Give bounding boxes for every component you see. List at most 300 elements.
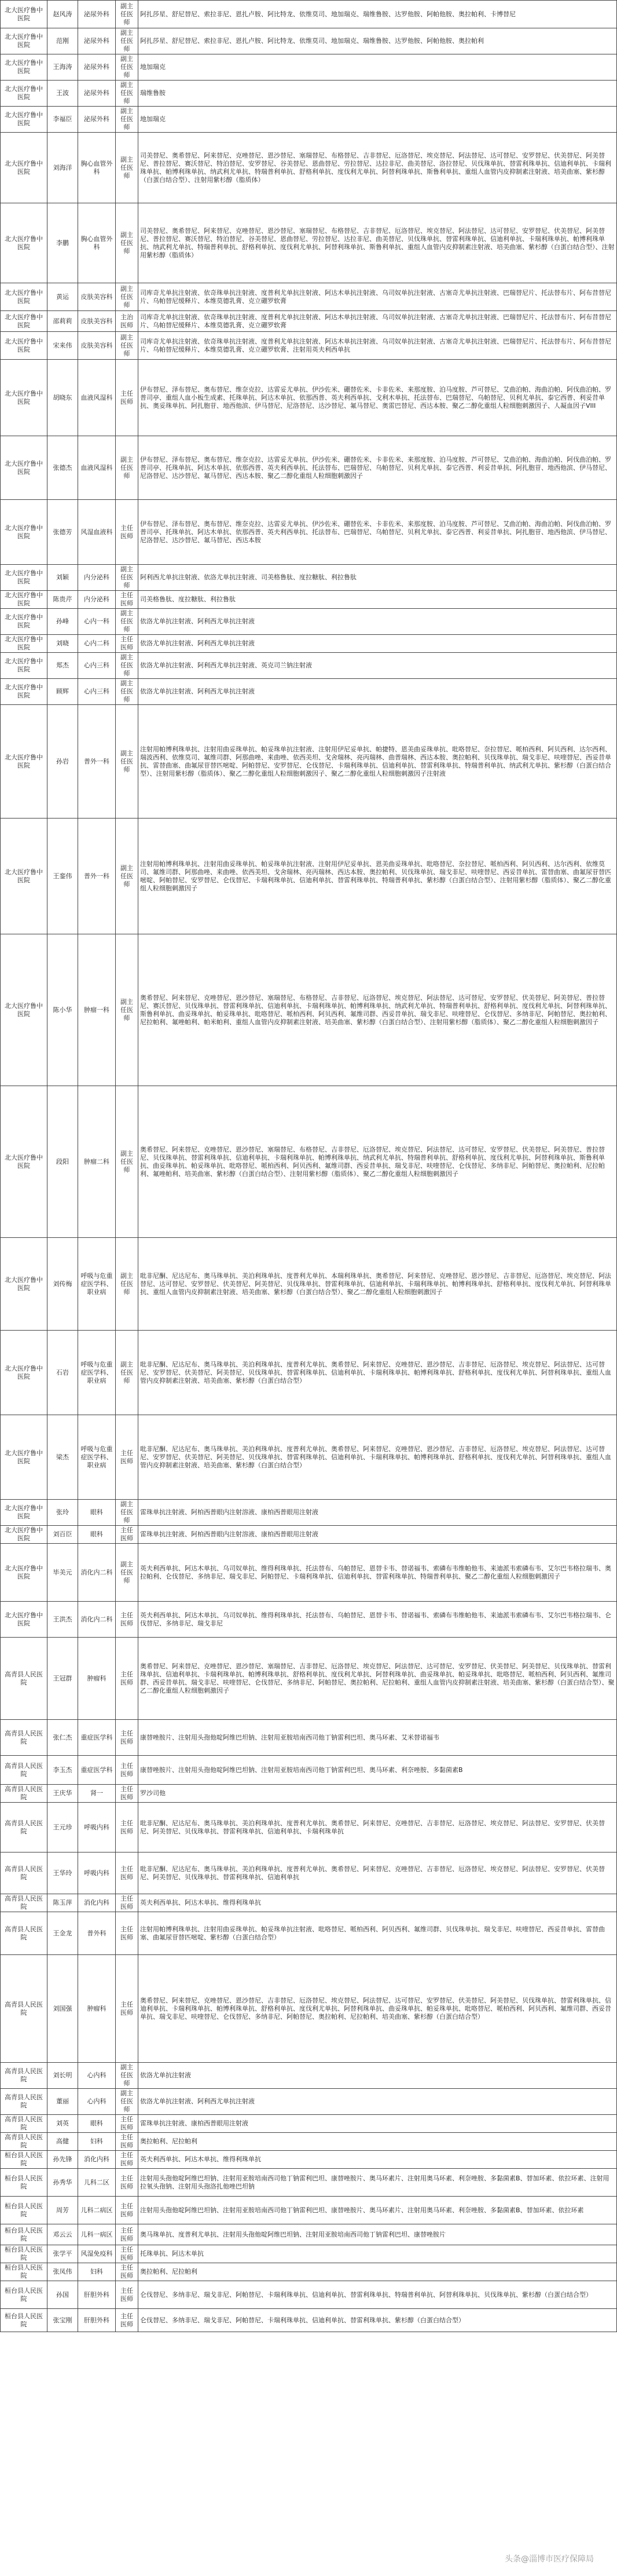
table-row <box>1 107 617 133</box>
drugs-cell: 注射用帕博利珠单抗、注射用曲妥珠单抗、帕妥珠单抗注射液、注射用伊尼妥单抗、恩美曲妥珠单抗、吡咯替尼、奈拉替尼、哌柏西利、阿贝西利、达尔西利、依维莫司、氟维司群、阿那曲唑、来曲唑、依西美坦、戈舍瑞林、亮丙瑞林、西达本胺、奥拉帕利、贝伐珠单抗、瑞戈非尼、呋喹替尼、西妥昔单抗、雷替曲塞、曲氟尿苷替匹嘧啶、阿帕替尼、安罗替尼、仑伐替尼、卡瑞利珠单抗、信迪利单抗、替雷利珠单抗、特瑞普利单抗、紫杉醇（白蛋白结合型）、注射用紫杉醇（脂质体）、聚乙二醇化重组人粒细胞刺激因子 <box>138 819 617 934</box>
title-cell: 主任医师 <box>116 1526 138 1544</box>
drugs-cell: 康替唑胺片、注射用头孢他啶阿维巴坦钠、注射用亚胺培南西司他丁钠雷利巴坦、奥马环素、艾米替诺福韦 <box>138 1720 617 1756</box>
dept-cell: 血液风湿科 <box>78 360 116 436</box>
title-cell: 主任医师 <box>116 2309 138 2332</box>
hospital-cell: 北大医疗鲁中医院 <box>1 705 47 819</box>
doctor-cell: 郑杰 <box>47 653 78 679</box>
doctor-cell: 孙峰 <box>47 609 78 635</box>
title-cell: 主任医师 <box>116 2224 138 2245</box>
drugs-cell: 司美替尼、奥希替尼、阿来替尼、克唑替尼、恩沙替尼、塞瑞替尼、布格替尼、吉非替尼、厄洛替尼、埃克替尼、阿法替尼、达可替尼、安罗替尼、伏美替尼、阿美替尼、普拉替尼、赛沃替尼、特泊替尼、谷美替尼、恩曲替尼、劳拉替尼、达拉非尼、曲美替尼、贝伐珠单抗、替雷利珠单抗、信迪利单抗、卡瑞利珠单抗、帕博利珠单抗、纳武利尤单抗、特瑞普利单抗、舒格利单抗、度伐利尤单抗、阿替利珠单抗、斯鲁利单抗、重组人血管内皮抑制素注射液、培美曲塞、紫杉醇（白蛋白结合型）、注射用紫杉醇（脂质体） <box>138 203 617 283</box>
doctor-cell: 王元珍 <box>47 1803 78 1852</box>
dept-cell: 肝胆外科 <box>78 2281 116 2309</box>
hospital-cell: 高青县人民医院 <box>1 2133 47 2151</box>
doctor-cell: 范刚 <box>47 28 78 54</box>
dept-cell: 消化内二科 <box>78 1602 116 1638</box>
table-row <box>1 2263 617 2281</box>
table-row <box>1 2197 617 2224</box>
title-cell: 主任医师 <box>116 1785 138 1803</box>
dept-cell: 儿科二区 <box>78 2169 116 2197</box>
drugs-cell: 奥马珠单抗、度普利尤单抗、注射用头孢他啶阿维巴坦钠、注射用亚胺培南西司他丁钠雷利巴坦、康替唑胺片 <box>138 2224 617 2245</box>
doctor-cell: 周芳 <box>47 2197 78 2224</box>
drugs-cell: 奥希替尼、阿来替尼、克唑替尼、恩沙替尼、塞瑞替尼、吉非替尼、厄洛替尼、埃克替尼、阿法替尼、达可替尼、安罗替尼、伏美替尼、阿美替尼、贝伐珠单抗、替雷利珠单抗、信迪利单抗、卡瑞利珠单抗、帕博利珠单抗、舒格利单抗、度伐利尤单抗、阿替利珠单抗、曲妥珠单抗、帕妥珠单抗、吡咯替尼、哌柏西利、阿贝西利、氟维司群、西妥昔单抗、瑞戈非尼、呋喹替尼、仑伐替尼、多纳非尼、阿帕替尼、奥拉帕利、尼拉帕利、重组人血管内皮抑制素注射液、培美曲塞、紫杉醇（白蛋白结合型）、聚乙二醇化重组人粒细胞刺激因子 <box>138 1638 617 1720</box>
doctor-cell: 胡晓东 <box>47 360 78 436</box>
dept-cell: 皮肤美容科 <box>78 311 116 332</box>
doctor-cell: 张仁杰 <box>47 1720 78 1756</box>
doctor-cell: 梁杰 <box>47 1415 78 1500</box>
title-cell: 主任医师 <box>116 2133 138 2151</box>
hospital-cell: 高青县人民医院 <box>1 1720 47 1756</box>
drugs-cell: 司美替尼、奥希替尼、阿来替尼、克唑替尼、恩沙替尼、塞瑞替尼、布格替尼、吉非替尼、厄洛替尼、埃克替尼、阿法替尼、达可替尼、安罗替尼、伏美替尼、阿美替尼、普拉替尼、赛沃替尼、特泊替尼、安罗替尼、谷美替尼、恩曲替尼、劳拉替尼、达拉非尼、曲美替尼、洛拉替尼、贝伐珠单抗、替雷利珠单抗、信迪利单抗、卡瑞利珠单抗、帕博利珠单抗、纳武利尤单抗、特瑞普利单抗、舒格利单抗、度伐利尤单抗、阿替利珠单抗、斯鲁利单抗、重组人血管内皮抑制素注射液、培美曲塞、紫杉醇（白蛋白结合型）、注射用紫杉醇（脂质体） <box>138 133 617 203</box>
dept-cell: 普外一科 <box>78 819 116 934</box>
drugs-cell: 依洛尤单抗注射液、阿利西尤单抗注射液 <box>138 609 617 635</box>
dept-cell: 泌尿外科 <box>78 81 116 107</box>
dept-cell: 普外一科 <box>78 705 116 819</box>
title-cell: 副主任医师 <box>116 1331 138 1415</box>
dept-cell: 风湿免疫科 <box>78 2245 116 2263</box>
hospital-cell: 桓台县人民医院 <box>1 2309 47 2332</box>
table-row <box>1 609 617 635</box>
table-row <box>1 2133 617 2151</box>
dept-cell: 普外科 <box>78 1912 116 1955</box>
table-row <box>1 2224 617 2245</box>
doctor-cell: 陈小华 <box>47 934 78 1086</box>
drugs-cell: 英夫利西单抗、阿达木单抗、乌司奴单抗、维得利珠单抗、托法替布、乌帕替尼、恩替卡韦、替诺福韦、索磷布韦维帕他韦、来迪派韦索磷布韦、艾尔巴韦格拉瑞韦、仑伐替尼、多纳非尼、瑞戈非尼 <box>138 1602 617 1638</box>
hospital-cell: 高青县人民医院 <box>1 1852 47 1894</box>
dept-cell: 内分泌科 <box>78 565 116 591</box>
drugs-cell: 注射用头孢他啶阿维巴坦钠、注射用亚胺培南西司他丁钠雷利巴坦、康替唑胺片、奥马环素片、注射用奥马环素、利奈唑胺、多黏菌素B、替加环素、依拉环素 <box>138 2197 617 2224</box>
doctor-cell: 张宝刚 <box>47 2309 78 2332</box>
doctor-cell: 高健 <box>47 2133 78 2151</box>
table-row <box>1 360 617 436</box>
doctor-cell: 王庆华 <box>47 1785 78 1803</box>
hospital-cell: 北大医疗鲁中医院 <box>1 311 47 332</box>
hospital-cell: 高青县人民医院 <box>1 1756 47 1785</box>
dept-cell: 儿科二病区 <box>78 2197 116 2224</box>
table-row <box>1 2063 617 2089</box>
table-row <box>1 1638 617 1720</box>
table-row <box>1 635 617 653</box>
doctor-cell: 刘晓 <box>47 635 78 653</box>
dept-cell: 皮肤美容科 <box>78 332 116 360</box>
drugs-cell: 吡非尼酮、尼达尼布、奥马珠单抗、美泊利珠单抗、度普利尤单抗、奥希替尼、阿来替尼、克唑替尼、吉非替尼、厄洛替尼、埃克替尼、阿法替尼、安罗替尼、伏美替尼、阿美替尼、贝伐珠单抗、替雷利珠单抗、信迪利单抗、卡瑞利珠单抗 <box>138 1803 617 1852</box>
table-row <box>1 1415 617 1500</box>
dept-cell: 消化内科 <box>78 1894 116 1912</box>
table-row <box>1 2089 617 2115</box>
drugs-cell: 罗沙司他 <box>138 1785 617 1803</box>
title-cell: 主任医师 <box>116 2151 138 2169</box>
doctor-cell: 刘传梅 <box>47 1238 78 1331</box>
table-row <box>1 2309 617 2332</box>
hospital-cell: 北大医疗鲁中医院 <box>1 81 47 107</box>
hospital-cell: 高青县人民医院 <box>1 1894 47 1912</box>
title-cell: 副主任医师 <box>116 81 138 107</box>
dept-cell: 重症医学科 <box>78 1720 116 1756</box>
drugs-cell: 仑伐替尼、多纳非尼、瑞戈非尼、阿帕替尼、卡瑞利珠单抗、信迪利单抗、替雷利珠单抗、紫杉醇（白蛋白结合型） <box>138 2309 617 2332</box>
title-cell: 主任医师 <box>116 360 138 436</box>
drugs-cell: 地加瑞克 <box>138 54 617 81</box>
table-row <box>1 1912 617 1955</box>
drugs-cell: 依洛尤单抗注射液、阿利西尤单抗注射液 <box>138 679 617 705</box>
drugs-cell: 伊布替尼、泽布替尼、奥布替尼、维奈克拉、达雷妥尤单抗、伊沙佐米、硼替佐米、卡非佐米、来那度胺、泊马度胺、芦可替尼、艾曲泊帕、海曲泊帕、阿伐曲泊帕、罗普司亭、重组人血小板生成素、托珠单抗、阿达木单抗、依那西普、英夫利西单抗、戈利木单抗、托法替布、巴瑞替尼、乌帕替尼、贝利尤单抗、泰它西普、利妥昔单抗、奥妥珠单抗、阿扎胞苷、地西他滨、伊马替尼、尼洛替尼、达沙替尼、氟马替尼、奥雷巴替尼、西达本胺、聚乙二醇化重组人粒细胞刺激因子、人凝血因子VIII <box>138 360 617 436</box>
table-row <box>1 81 617 107</box>
title-cell: 副主任医师 <box>116 679 138 705</box>
doctor-cell: 顾辉 <box>47 679 78 705</box>
title-cell: 副主任医师 <box>116 28 138 54</box>
drugs-cell: 注射用帕博利珠单抗、注射用曲妥珠单抗、帕妥珠单抗注射液、吡咯替尼、哌柏西利、阿贝西利、氟维司群、贝伐珠单抗、瑞戈非尼、呋喹替尼、西妥昔单抗、雷替曲塞、曲氟尿苷替匹嘧啶、紫杉醇（白蛋白结合型） <box>138 1912 617 1955</box>
title-cell: 主治医师 <box>116 311 138 332</box>
dept-cell: 心内一科 <box>78 609 116 635</box>
title-cell: 副主任医师 <box>116 133 138 203</box>
drugs-cell: 仑伐替尼、多纳非尼、瑞戈非尼、阿帕替尼、卡瑞利珠单抗、信迪利单抗、替雷利珠单抗、特瑞普利单抗、阿替利珠单抗、贝伐珠单抗、紫杉醇（白蛋白结合型） <box>138 2281 617 2309</box>
hospital-cell: 北大医疗鲁中医院 <box>1 1602 47 1638</box>
drugs-cell: 康替唑胺片、注射用头孢他啶阿维巴坦钠、注射用亚胺培南西司他丁钠雷利巴坦、奥马环素、利奈唑胺、多黏菌素B <box>138 1756 617 1785</box>
doctor-cell: 张德杰 <box>47 436 78 500</box>
hospital-cell: 北大医疗鲁中医院 <box>1 332 47 360</box>
hospital-cell: 桓台县人民医院 <box>1 2197 47 2224</box>
title-cell: 副主任医师 <box>116 107 138 133</box>
hospital-cell: 北大医疗鲁中医院 <box>1 1500 47 1526</box>
table-row <box>1 1756 617 1785</box>
hospital-cell: 北大医疗鲁中医院 <box>1 609 47 635</box>
drugs-cell: 注射用头孢他啶阿维巴坦钠、注射用亚胺培南西司他丁钠雷利巴坦、康替唑胺片、奥马环素片、注射用奥马环素、利奈唑胺、多黏菌素B、替加环素、依拉环素、注射用拉氧头孢钠、注射用头孢洛扎他唑巴坦钠 <box>138 2169 617 2197</box>
dept-cell: 心内三科 <box>78 679 116 705</box>
title-cell: 主任医师 <box>116 1912 138 1955</box>
dept-cell: 肝胆外科 <box>78 2309 116 2332</box>
dept-cell: 眼科 <box>78 2115 116 2133</box>
title-cell: 副主任医师 <box>116 1086 138 1238</box>
drugs-cell: 托珠单抗、阿达木单抗 <box>138 2245 617 2263</box>
drugs-cell: 奥希替尼、阿来替尼、克唑替尼、恩沙替尼、吉非替尼、厄洛替尼、埃克替尼、阿法替尼、达可替尼、安罗替尼、伏美替尼、阿美替尼、贝伐珠单抗、替雷利珠单抗、信迪利单抗、卡瑞利珠单抗、帕博利珠单抗、舒格利单抗、度伐利尤单抗、阿替利珠单抗、曲妥珠单抗、帕妥珠单抗、吡咯替尼、哌柏西利、阿贝西利、氟维司群、西妥昔单抗、瑞戈非尼、呋喹替尼、仑伐替尼、多纳非尼、阿帕替尼、奥拉帕利、尼拉帕利、培美曲塞、紫杉醇（白蛋白结合型） <box>138 1955 617 2063</box>
dept-cell: 心内科 <box>78 2089 116 2115</box>
dept-cell: 胸心血管外科 <box>78 133 116 203</box>
table-row <box>1 28 617 54</box>
doctor-cell: 王冠群 <box>47 1638 78 1720</box>
hospital-cell: 北大医疗鲁中医院 <box>1 1544 47 1602</box>
hospital-cell: 北大医疗鲁中医院 <box>1 819 47 934</box>
hospital-cell: 北大医疗鲁中医院 <box>1 28 47 54</box>
title-cell: 副主任医师 <box>116 1 138 28</box>
title-cell: 主任医师 <box>116 1756 138 1785</box>
dept-cell: 胸心血管外科 <box>78 203 116 283</box>
table-row <box>1 1894 617 1912</box>
title-cell: 副主任医师 <box>116 2063 138 2089</box>
table-row <box>1 1526 617 1544</box>
hospital-cell: 高青县人民医院 <box>1 2115 47 2133</box>
drugs-cell: 伊布替尼、泽布替尼、奥布替尼、维奈克拉、达雷妥尤单抗、伊沙佐米、硼替佐米、卡非佐米、来那度胺、泊马度胺、芦可替尼、艾曲泊帕、海曲泊帕、阿伐曲泊帕、罗普司亭、托珠单抗、阿达木单抗、依那西普、英夫利西单抗、托法替布、巴瑞替尼、乌帕替尼、贝利尤单抗、泰它西普、利妥昔单抗、阿扎胞苷、地西他滨、伊马替尼、尼洛替尼、达沙替尼、氟马替尼、西达本胺 <box>138 500 617 565</box>
table-body <box>1 1 617 2332</box>
hospital-cell: 桓台县人民医院 <box>1 2245 47 2263</box>
title-cell: 主任医师 <box>116 591 138 609</box>
title-cell: 主任医师 <box>116 1602 138 1638</box>
doctor-cell: 王波 <box>47 81 78 107</box>
dept-cell: 妇科 <box>78 2133 116 2151</box>
title-cell: 主任医师 <box>116 500 138 565</box>
hospital-cell: 高青县人民医院 <box>1 2089 47 2115</box>
title-cell: 副主任医师 <box>116 934 138 1086</box>
table-row <box>1 2115 617 2133</box>
doctor-cell: 刘长明 <box>47 2063 78 2089</box>
doctor-cell: 刘国强 <box>47 1955 78 2063</box>
table-row <box>1 1086 617 1238</box>
title-cell: 主任医师 <box>116 2281 138 2309</box>
drugs-cell: 依洛尤单抗注射液、阿利西尤单抗注射液 <box>138 2089 617 2115</box>
dept-cell: 血液风湿科 <box>78 436 116 500</box>
drugs-cell: 吡非尼酮、尼达尼布、奥马珠单抗、美泊利珠单抗、度普利尤单抗、本瑞利珠单抗、奥希替尼、阿来替尼、克唑替尼、恩沙替尼、吉非替尼、厄洛替尼、埃克替尼、阿法替尼、达可替尼、安罗替尼、伏美替尼、阿美替尼、贝伐珠单抗、替雷利珠单抗、信迪利单抗、卡瑞利珠单抗、帕博利珠单抗、舒格利单抗、度伐利尤单抗、阿替利珠单抗、重组人血管内皮抑制素注射液、培美曲塞、紫杉醇（白蛋白结合型）、聚乙二醇化重组人粒细胞刺激因子 <box>138 1238 617 1331</box>
table-row <box>1 332 617 360</box>
dept-cell: 肿瘤一科 <box>78 934 116 1086</box>
dept-cell: 重症医学科 <box>78 1756 116 1785</box>
doctor-cell: 赵风涛 <box>47 1 78 28</box>
dept-cell: 肿瘤科 <box>78 1638 116 1720</box>
doctor-cell: 王金龙 <box>47 1912 78 1955</box>
title-cell: 主任医师 <box>116 2169 138 2197</box>
title-cell: 副主任医师 <box>116 819 138 934</box>
hospital-cell: 北大医疗鲁中医院 <box>1 133 47 203</box>
drugs-cell: 吡非尼酮、尼达尼布、奥马珠单抗、美泊利珠单抗、度普利尤单抗、奥希替尼、阿来替尼、克唑替尼、恩沙替尼、吉非替尼、厄洛替尼、埃克替尼、阿法替尼、达可替尼、安罗替尼、伏美替尼、阿美替尼、贝伐珠单抗、替雷利珠单抗、信迪利单抗、卡瑞利珠单抗、帕博利珠单抗、舒格利单抗、度伐利尤单抗、阿替利珠单抗、重组人血管内皮抑制素注射液、培美曲塞、紫杉醇（白蛋白结合型） <box>138 1331 617 1415</box>
dept-cell: 眼科 <box>78 1526 116 1544</box>
hospital-cell: 桓台县人民医院 <box>1 2263 47 2281</box>
title-cell: 主任医师 <box>116 2245 138 2263</box>
table-row <box>1 2169 617 2197</box>
doctor-cell: 毕美元 <box>47 1544 78 1602</box>
drugs-cell: 奥拉帕利、尼拉帕利 <box>138 2263 617 2281</box>
dept-cell: 心内三科 <box>78 653 116 679</box>
title-cell: 副主任医师 <box>116 1238 138 1331</box>
dept-cell: 消化内二科 <box>78 1544 116 1602</box>
table-row <box>1 54 617 81</box>
hospital-cell: 高青县人民医院 <box>1 1955 47 2063</box>
title-cell: 主任医师 <box>116 1955 138 2063</box>
drugs-cell: 英夫利西单抗、阿达木单抗、维得利珠单抗 <box>138 1894 617 1912</box>
table-row <box>1 1602 617 1638</box>
drugs-cell: 奥希替尼、阿来替尼、克唑替尼、恩沙替尼、塞瑞替尼、布格替尼、吉非替尼、厄洛替尼、埃克替尼、阿法替尼、达可替尼、安罗替尼、伏美替尼、阿美替尼、普拉替尼、贝伐珠单抗、替雷利珠单抗、信迪利单抗、卡瑞利珠单抗、帕博利珠单抗、纳武利尤单抗、特瑞普利单抗、舒格利单抗、度伐利尤单抗、阿替利珠单抗、斯鲁利单抗、曲妥珠单抗、帕妥珠单抗、吡咯替尼、哌柏西利、阿贝西利、氟维司群、西妥昔单抗、瑞戈非尼、呋喹替尼、仑伐替尼、多纳非尼、阿帕替尼、奥拉帕利、尼拉帕利、氟唑帕利、培美曲塞、紫杉醇（白蛋白结合型）、注射用紫杉醇（脂质体）、聚乙二醇化重组人粒细胞刺激因子 <box>138 1086 617 1238</box>
doctor-cell: 张凤伟 <box>47 2263 78 2281</box>
title-cell: 主任医师 <box>116 635 138 653</box>
title-cell: 副主任医师 <box>116 653 138 679</box>
title-cell: 副主任医师 <box>116 565 138 591</box>
doctor-cell: 王海涛 <box>47 54 78 81</box>
drugs-cell: 注射用帕博利珠单抗、注射用曲妥珠单抗、帕妥珠单抗注射液、注射用伊尼妥单抗、帕捷特、恩美曲妥珠单抗、吡咯替尼、奈拉替尼、哌柏西利、阿贝西利、达尔西利、瑞波西利、依维莫司、氟维司群、阿那曲唑、来曲唑、依西美坦、戈舍瑞林、亮丙瑞林、曲普瑞林、西达本胺、奥拉帕利、贝伐珠单抗、瑞戈非尼、呋喹替尼、西妥昔单抗、雷替曲塞、曲氟尿苷替匹嘧啶、阿帕替尼、安罗替尼、仑伐替尼、卡瑞利珠单抗、信迪利单抗、替雷利珠单抗、特瑞普利单抗、纳武利尤单抗、紫杉醇（白蛋白结合型）、注射用紫杉醇（脂质体）、聚乙二醇化重组人粒细胞刺激因子、聚乙二醇化重组人粒细胞刺激因子注射液 <box>138 705 617 819</box>
hospital-cell: 桓台县人民医院 <box>1 2169 47 2197</box>
doctor-cell: 刘海洋 <box>47 133 78 203</box>
drugs-cell: 司美格鲁肽、度拉糖肽、利拉鲁肽 <box>138 591 617 609</box>
hospital-cell: 北大医疗鲁中医院 <box>1 1415 47 1500</box>
doctor-cell: 孙秀华 <box>47 2169 78 2197</box>
doctor-cell: 刘颖 <box>47 565 78 591</box>
doctor-cell: 段阳 <box>47 1086 78 1238</box>
title-cell: 副主任医师 <box>116 609 138 635</box>
doctor-cell: 王銮伟 <box>47 819 78 934</box>
table-row <box>1 311 617 332</box>
doctor-cell: 刘百臣 <box>47 1526 78 1544</box>
title-cell: 主任医师 <box>116 2263 138 2281</box>
title-cell: 主任医师 <box>116 2197 138 2224</box>
drugs-cell: 奥希替尼、阿来替尼、克唑替尼、恩沙替尼、塞瑞替尼、布格替尼、吉非替尼、厄洛替尼、埃克替尼、阿法替尼、达可替尼、安罗替尼、伏美替尼、阿美替尼、普拉替尼、赛沃替尼、贝伐珠单抗、替雷利珠单抗、信迪利单抗、卡瑞利珠单抗、帕博利珠单抗、纳武利尤单抗、特瑞普利单抗、舒格利单抗、度伐利尤单抗、阿替利珠单抗、斯鲁利单抗、曲妥珠单抗、帕妥珠单抗、吡咯替尼、哌柏西利、阿贝西利、氟维司群、西妥昔单抗、瑞戈非尼、呋喹替尼、仑伐替尼、多纳非尼、阿帕替尼、奥拉帕利、尼拉帕利、氟唑帕利、帕米帕利、重组人血管内皮抑制素注射液、培美曲塞、紫杉醇（白蛋白结合型）、注射用紫杉醇（脂质体）、聚乙二醇化重组人粒细胞刺激因子 <box>138 934 617 1086</box>
table-row <box>1 591 617 609</box>
table-row <box>1 934 617 1086</box>
dept-cell: 呼吸与危重症医学科、职业病 <box>78 1415 116 1500</box>
drugs-cell: 依洛尤单抗注射液 <box>138 2063 617 2089</box>
hospital-cell: 北大医疗鲁中医院 <box>1 54 47 81</box>
doctor-cell: 李鹏 <box>47 203 78 283</box>
table-row <box>1 819 617 934</box>
hospital-cell: 北大医疗鲁中医院 <box>1 591 47 609</box>
table-row <box>1 1 617 28</box>
title-cell: 主任医师 <box>116 1803 138 1852</box>
hospital-cell: 高青县人民医院 <box>1 2063 47 2089</box>
dept-cell: 内分泌科 <box>78 591 116 609</box>
doctor-cell: 张德芳 <box>47 500 78 565</box>
table-row <box>1 705 617 819</box>
title-cell: 主任医师 <box>116 1720 138 1756</box>
drugs-cell: 英夫利西单抗、阿达木单抗、维得利珠单抗 <box>138 2151 617 2169</box>
doctor-cell: 邵莉莉 <box>47 311 78 332</box>
title-cell: 主任医师 <box>116 1415 138 1500</box>
doctor-cell: 王洪杰 <box>47 1602 78 1638</box>
drugs-cell: 依洛尤单抗注射液、阿利西尤单抗注射液、英克司兰钠注射液 <box>138 653 617 679</box>
table-row <box>1 2281 617 2309</box>
doctor-cell: 刘英 <box>47 2115 78 2133</box>
doctor-cell: 陈玉萍 <box>47 1894 78 1912</box>
table-row <box>1 133 617 203</box>
hospital-cell: 北大医疗鲁中医院 <box>1 635 47 653</box>
title-cell: 副主任医师 <box>116 203 138 283</box>
title-cell: 副主任医师 <box>116 283 138 311</box>
dept-cell: 呼吸内科 <box>78 1803 116 1852</box>
hospital-cell: 北大医疗鲁中医院 <box>1 107 47 133</box>
hospital-cell: 高青县人民医院 <box>1 1803 47 1852</box>
title-cell: 主任医师 <box>116 2115 138 2133</box>
table-row <box>1 1238 617 1331</box>
table-row <box>1 1803 617 1852</box>
dept-cell: 风湿血液科 <box>78 500 116 565</box>
dept-cell: 消化内科 <box>78 2151 116 2169</box>
dept-cell: 泌尿外科 <box>78 1 116 28</box>
doctor-cell: 黄运 <box>47 283 78 311</box>
doctor-cell: 王华玲 <box>47 1852 78 1894</box>
title-cell: 副主任医师 <box>116 54 138 81</box>
hospital-cell: 北大医疗鲁中医院 <box>1 1331 47 1415</box>
doctor-cell: 孙国 <box>47 2281 78 2309</box>
title-cell: 主任医师 <box>116 1638 138 1720</box>
hospital-cell: 北大医疗鲁中医院 <box>1 1 47 28</box>
dept-cell: 泌尿外科 <box>78 107 116 133</box>
table-row <box>1 1331 617 1415</box>
hospital-cell: 北大医疗鲁中医院 <box>1 436 47 500</box>
title-cell: 副主任医师 <box>116 2089 138 2115</box>
doctor-cell: 董丽 <box>47 2089 78 2115</box>
dept-cell: 皮肤美容科 <box>78 283 116 311</box>
doctor-cell: 邓云云 <box>47 2224 78 2245</box>
hospital-cell: 高青县人民医院 <box>1 1638 47 1720</box>
drugs-cell: 雷珠单抗注射液、阿柏西普眼内注射溶液、康柏西普眼用注射液 <box>138 1526 617 1544</box>
watermark: 头条@淄博市医疗保障局 <box>505 2555 594 2564</box>
doctor-cell: 孙岩 <box>47 705 78 819</box>
drugs-cell: 阿扎莎星、舒尼替尼、索拉非尼、恩扎卢胺、阿比特龙、依维莫司、地加瑞克、瑞维鲁胺、达罗他胺、阿帕他胺、奥拉帕利、卡博替尼 <box>138 1 617 28</box>
drugs-cell: 司库奇尤单抗注射液、依奇珠单抗注射液、度普利尤单抗注射液、阿达木单抗注射液、乌司奴单抗注射液、古塞奇尤单抗注射液、巴瑞替尼片、托法替布片、阿布昔替尼片、乌帕替尼缓释片、本维莫德乳膏、克立硼罗软膏 <box>138 311 617 332</box>
doctor-cell: 石岩 <box>47 1331 78 1415</box>
drugs-cell: 雷珠单抗注射液、康柏西普眼用注射液 <box>138 2115 617 2133</box>
table-row <box>1 1955 617 2063</box>
dept-cell: 呼吸与危重症医学科、职业病 <box>78 1238 116 1331</box>
hospital-cell: 桓台县人民医院 <box>1 2224 47 2245</box>
dept-cell: 呼吸内科 <box>78 1852 116 1894</box>
table-row <box>1 436 617 500</box>
dept-cell: 呼吸与危重症医学科、职业病 <box>78 1331 116 1415</box>
dept-cell: 儿科一病区 <box>78 2224 116 2245</box>
drugs-cell: 依洛尤单抗注射液、阿利西尤单抗注射液 <box>138 635 617 653</box>
title-cell: 副主任医师 <box>116 705 138 819</box>
table-row <box>1 1785 617 1803</box>
dept-cell: 泌尿外科 <box>78 54 116 81</box>
table-row <box>1 679 617 705</box>
drugs-cell: 英夫利西单抗、阿达木单抗、乌司奴单抗、维得利珠单抗、托法替布、乌帕替尼、恩替卡韦、替诺福韦、索磷布韦维帕他韦、来迪派韦索磷布韦、艾尔巴韦格拉瑞韦、奥拉帕利、仑伐替尼、多纳非尼、瑞戈非尼、阿帕替尼、卡瑞利珠单抗、信迪利单抗、替雷利珠单抗、特瑞普利单抗、聚乙二醇化重组人粒细胞刺激因子 <box>138 1544 617 1602</box>
table-row <box>1 2151 617 2169</box>
drugs-cell: 瑞维鲁胺 <box>138 81 617 107</box>
hospital-cell: 北大医疗鲁中医院 <box>1 1526 47 1544</box>
hospital-cell: 北大医疗鲁中医院 <box>1 679 47 705</box>
doctor-cell: 张玲 <box>47 1500 78 1526</box>
dept-cell: 心内科 <box>78 2063 116 2089</box>
table-row <box>1 1544 617 1602</box>
drugs-cell: 司库奇尤单抗注射液、依奇珠单抗注射液、度普利尤单抗注射液、阿达木单抗注射液、乌司奴单抗注射液、古塞奇尤单抗注射液、巴瑞替尼片、托法替布片、阿布昔替尼片、乌帕替尼缓释片、本维莫德乳膏、克立硼罗软膏 <box>138 283 617 311</box>
table-row <box>1 1852 617 1894</box>
drugs-cell: 雷珠单抗注射液、阿柏西普眼内注射溶液、康柏西普眼用注射液 <box>138 1500 617 1526</box>
dept-cell: 肾一 <box>78 1785 116 1803</box>
drugs-cell: 阿扎莎星、舒尼替尼、索拉非尼、恩扎卢胺、阿比特龙、依维莫司、地加瑞克、瑞维鲁胺、达罗他胺、阿帕他胺、奥拉帕利 <box>138 28 617 54</box>
title-cell: 副主任医师 <box>116 436 138 500</box>
dept-cell: 心内二科 <box>78 635 116 653</box>
dept-cell: 肿瘤二科 <box>78 1086 116 1238</box>
drugs-cell: 伊布替尼、泽布替尼、奥布替尼、维奈克拉、达雷妥尤单抗、伊沙佐米、硼替佐米、卡非佐米、来那度胺、泊马度胺、芦可替尼、艾曲泊帕、海曲泊帕、阿伐曲泊帕、罗普司亭、托珠单抗、阿达木单抗、依那西普、英夫利西单抗、托法替布、巴瑞替尼、乌帕替尼、贝利尤单抗、泰它西普、利妥昔单抗、阿扎胞苷、地西他滨、伊马替尼、尼洛替尼、达沙替尼、氟马替尼、西达本胺、聚乙二醇化重组人粒细胞刺激因子 <box>138 436 617 500</box>
doctor-cell: 张学平 <box>47 2245 78 2263</box>
hospital-cell: 北大医疗鲁中医院 <box>1 203 47 283</box>
title-cell: 副主任医师 <box>116 1544 138 1602</box>
hospital-cell: 桓台县人民医院 <box>1 2151 47 2169</box>
hospital-cell: 北大医疗鲁中医院 <box>1 653 47 679</box>
hospital-cell: 高青县人民医院 <box>1 1912 47 1955</box>
doctor-cell: 李福臣 <box>47 107 78 133</box>
dept-cell: 泌尿外科 <box>78 28 116 54</box>
table-row <box>1 203 617 283</box>
drugs-cell: 阿利西尤单抗注射液、依洛尤单抗注射液、司美格鲁肽、度拉糖肽、利拉鲁肽 <box>138 565 617 591</box>
hospital-cell: 北大医疗鲁中医院 <box>1 500 47 565</box>
drugs-cell: 地加瑞克 <box>138 107 617 133</box>
doctor-cell: 孙先锋 <box>47 2151 78 2169</box>
table-row <box>1 500 617 565</box>
hospital-cell: 北大医疗鲁中医院 <box>1 1238 47 1331</box>
title-cell: 副主任医师 <box>116 332 138 360</box>
drugs-cell: 司库奇尤单抗注射液、依奇珠单抗注射液、度普利尤单抗注射液、阿达木单抗注射液、乌司奴单抗注射液、古塞奇尤单抗注射液、巴瑞替尼片、托法替布片、阿布昔替尼片、乌帕替尼缓释片、本维莫德乳膏、克立硼罗软膏、注射用英夫利西单抗 <box>138 332 617 360</box>
dept-cell: 肿瘤科 <box>78 1955 116 2063</box>
dept-cell: 眼科 <box>78 1500 116 1526</box>
title-cell: 主任医师 <box>116 1894 138 1912</box>
table-row <box>1 283 617 311</box>
table-row <box>1 2245 617 2263</box>
table-row <box>1 653 617 679</box>
dept-cell: 妇科 <box>78 2263 116 2281</box>
hospital-cell: 北大医疗鲁中医院 <box>1 565 47 591</box>
doctor-cell: 李玉杰 <box>47 1756 78 1785</box>
hospital-cell: 北大医疗鲁中医院 <box>1 1086 47 1238</box>
hospital-cell: 北大医疗鲁中医院 <box>1 283 47 311</box>
table-row <box>1 565 617 591</box>
doctor-cell: 宋来伟 <box>47 332 78 360</box>
table-row <box>1 1720 617 1756</box>
table-row <box>1 1500 617 1526</box>
doctor-cell: 陈贵芹 <box>47 591 78 609</box>
drugs-cell: 奥拉帕利、尼拉帕利 <box>138 2133 617 2151</box>
